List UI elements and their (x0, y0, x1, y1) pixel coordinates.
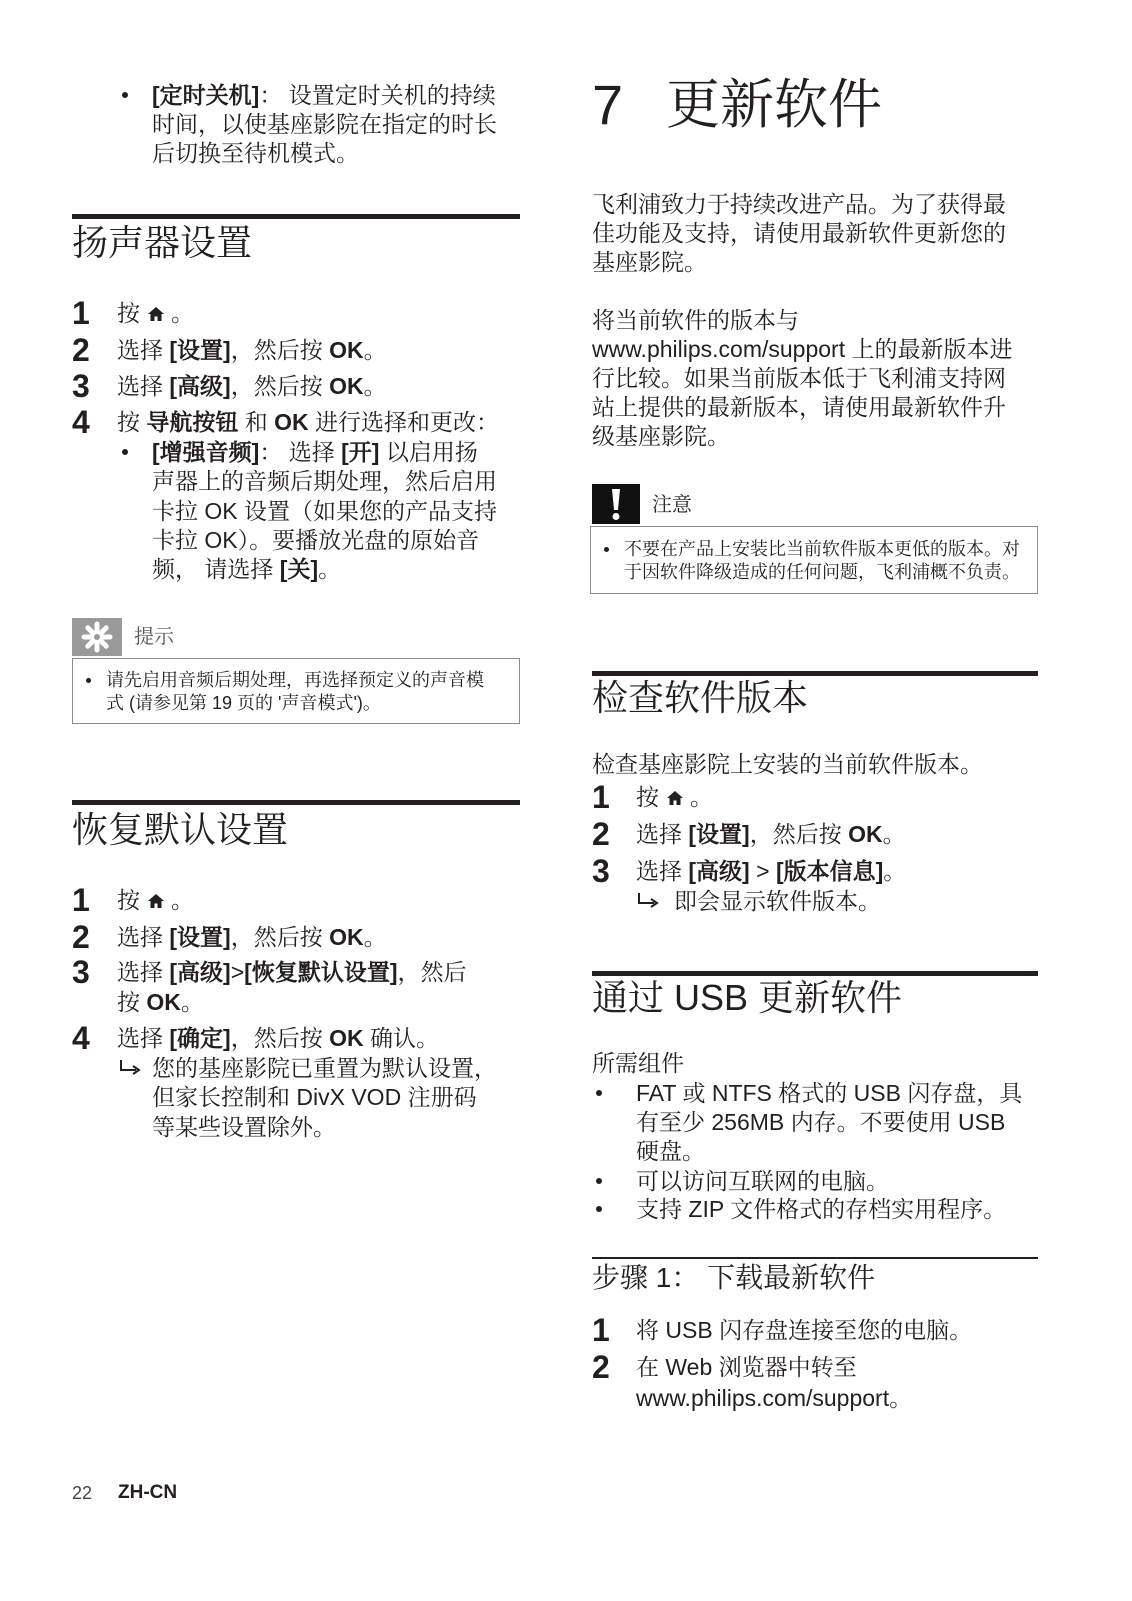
language-code: ZH-CN (118, 1482, 178, 1503)
subsection-heading-step1: 步骤 1： 下载最新软件 (592, 1262, 876, 1293)
timer-item-line (152, 81, 496, 110)
result-line: 您的基座影院已重置为默认设置， (152, 1055, 497, 1081)
step-number: 3 (72, 368, 90, 404)
enhanced-audio-text: 频， 请选择 (152, 556, 280, 582)
step-text-part: ，然后 (397, 959, 467, 985)
step-text-part: 。 (690, 784, 713, 810)
step-text (117, 408, 499, 437)
step-number: 4 (72, 404, 90, 440)
requirement-line: 有至少 256MB 内存。不要使用 USB (636, 1109, 1006, 1135)
step-number: 1 (592, 779, 610, 815)
right-hook-arrow-icon (118, 1059, 142, 1077)
enhanced-audio-line (152, 438, 478, 467)
requirements-label: 所需组件 (592, 1050, 684, 1076)
exclamation-icon (592, 484, 640, 524)
step-text-part: 。 (363, 373, 387, 399)
tip-icon-box (72, 618, 122, 656)
menu-option: [高级] (169, 959, 231, 985)
ok-key-label: OK (848, 821, 883, 847)
step-text-part: 。 (171, 887, 194, 913)
caution-icon-box (592, 484, 640, 524)
compare-line: 将当前软件的版本与 (592, 307, 799, 333)
step-text-part: 和 (238, 409, 275, 435)
section-heading-check-version: 检查软件版本 (592, 677, 809, 718)
caution-label: 注意 (652, 494, 692, 516)
chapter-title: 更新软件 (666, 75, 882, 135)
intro-line: 基座影院。 (592, 249, 707, 275)
step-number: 4 (72, 1020, 90, 1056)
step-text-part: 。 (363, 924, 387, 950)
bullet-marker (596, 1206, 602, 1212)
tip-label: 提示 (134, 626, 174, 648)
enhanced-audio-text: 以启用扬 (379, 439, 478, 465)
caution-text-line: 不要在产品上安装比当前软件版本更低的版本。对 (624, 539, 1020, 559)
page-number: 22 (72, 1483, 93, 1503)
enhanced-audio-line (152, 555, 341, 584)
menu-option: [高级] (688, 858, 750, 884)
enhanced-audio-text: ： 选择 (259, 439, 342, 465)
step-text-part: 选择 (117, 337, 170, 363)
step-text (117, 1024, 439, 1053)
step-text-part: 选择 (117, 1025, 170, 1051)
step-text-part: 按 (117, 409, 147, 435)
step-number: 2 (72, 919, 90, 955)
bullet-marker (604, 547, 609, 552)
step-text-part: > (749, 858, 776, 884)
timer-item-text: ： 设置定时关机的持续 (259, 82, 496, 108)
ok-key-label: OK (146, 989, 181, 1015)
ok-key-label: OK (329, 924, 364, 950)
requirement-line: 支持 ZIP 文件格式的存档实用程序。 (636, 1196, 1007, 1222)
step-text-part: 按 (117, 300, 140, 326)
menu-option: [确定] (169, 1025, 231, 1051)
intro-line: 佳功能及支持，请使用最新软件更新您的 (592, 220, 1006, 246)
section-intro: 检查基座影院上安装的当前软件版本。 (592, 751, 983, 777)
caution-text-line: 于因软件降级造成的任何问题，飞利浦概不负责。 (624, 562, 1020, 582)
section-heading-usb-update: 通过 USB 更新软件 (592, 977, 903, 1018)
step-text-part: ，然后按 (749, 821, 849, 847)
support-url-text: www.philips.com/support。 (636, 1385, 913, 1411)
step-number: 3 (72, 954, 90, 990)
step-text-part: 选择 (636, 821, 689, 847)
requirement-line: FAT 或 NTFS 格式的 USB 闪存盘，具 (636, 1080, 1023, 1106)
compare-line: 站上提供的最新版本，请使用最新软件升 (592, 394, 1006, 420)
ok-key-label: OK (329, 373, 364, 399)
step-text-part: 。 (171, 300, 194, 326)
ok-key-label: OK (329, 337, 364, 363)
step-text-part: 选择 (117, 959, 170, 985)
ok-key-label: OK (274, 409, 309, 435)
step-text-part: 按 (117, 989, 147, 1015)
timer-item-line: 时间，以使基座影院在指定的时长 (152, 111, 497, 137)
step-text-part: 选择 (636, 858, 689, 884)
step-number: 1 (72, 882, 90, 918)
step-text-part: 按 (636, 784, 659, 810)
timer-item-line: 后切换至待机模式。 (152, 140, 359, 166)
step-text-part: 确认。 (363, 1025, 439, 1051)
step-text: 在 Web 浏览器中转至 (636, 1354, 857, 1380)
menu-option: [设置] (169, 924, 231, 950)
right-hook-arrow-icon (636, 892, 660, 910)
home-icon (147, 306, 165, 322)
nav-buttons-label: 导航按钮 (146, 409, 239, 435)
step-text-part: 选择 (117, 373, 170, 399)
requirement-line: 硬盘。 (636, 1138, 705, 1164)
bullet-marker (596, 1090, 602, 1096)
tip-text-line: 请先启用音频后期处理，再选择预定义的声音模 (106, 670, 484, 690)
step-text-part: 。 (882, 821, 906, 847)
section-rule (72, 214, 520, 219)
enhanced-audio-line: 声器上的音频后期处理，然后启用 (152, 468, 497, 494)
requirement-line: 可以访问互联网的电脑。 (636, 1168, 889, 1194)
enhanced-audio-line: 卡拉 OK）。要播放光盘的原始音 (152, 527, 480, 553)
step-text (636, 820, 906, 849)
menu-option: [设置] (169, 337, 231, 363)
enhanced-audio-text: 。 (318, 556, 342, 582)
bullet-marker (122, 92, 128, 98)
compare-line: www.philips.com/support 上的最新版本进 (592, 336, 1013, 362)
result-line: 但家长控制和 DivX VOD 注册码 (152, 1084, 477, 1110)
home-icon (666, 790, 684, 806)
step-text-part: 选择 (117, 924, 170, 950)
tip-text-line: 式 (请参见第 19 页的 '声音模式')。 (106, 693, 381, 713)
subsection-rule (592, 1257, 1038, 1259)
intro-line: 飞利浦致力于持续改进产品。为了获得最 (592, 191, 1006, 217)
result-line: 即会显示软件版本。 (674, 888, 881, 914)
bullet-marker (596, 1178, 602, 1184)
menu-option-timer: [定时关机] (152, 82, 260, 108)
step-number: 1 (592, 1312, 610, 1348)
menu-option: [设置] (688, 821, 750, 847)
section-heading-speaker-settings: 扬声器设置 (72, 222, 253, 263)
step-text (117, 988, 204, 1017)
menu-option: [高级] (169, 373, 231, 399)
step-text-part: 。 (363, 337, 387, 363)
asterisk-icon (72, 618, 122, 656)
enhanced-audio-line: 卡拉 OK 设置（如果您的产品支持 (152, 498, 498, 524)
step-text (636, 857, 906, 886)
step-text-part: ，然后按 (230, 373, 330, 399)
step-text (117, 923, 387, 952)
bullet-marker (122, 449, 128, 455)
step-text (117, 336, 387, 365)
menu-option: [恢复默认设置] (244, 959, 398, 985)
step-text (636, 783, 713, 812)
step-number: 1 (72, 295, 90, 331)
step-text-part: 。 (180, 989, 204, 1015)
section-rule (72, 800, 520, 805)
step-text-part: ，然后按 (230, 924, 330, 950)
menu-option-enhanced-audio: [增强音频] (152, 439, 260, 465)
step-number: 2 (592, 816, 610, 852)
step-number: 2 (592, 1349, 610, 1385)
step-text: 将 USB 闪存盘连接至您的电脑。 (636, 1317, 973, 1343)
step-text (117, 299, 194, 328)
step-text (117, 958, 466, 987)
section-heading-reset-defaults: 恢复默认设置 (72, 809, 289, 850)
step-text-part: ，然后按 (230, 337, 330, 363)
step-text-part: 。 (883, 858, 907, 884)
step-number: 2 (72, 332, 90, 368)
menu-option-on: [开] (341, 439, 380, 465)
step-text-part: 按 (117, 887, 140, 913)
step-text (117, 886, 194, 915)
bullet-marker (86, 678, 91, 683)
chapter-number: 7 (592, 73, 624, 136)
step-text-part: > (230, 959, 245, 985)
step-text-part: ，然后按 (230, 1025, 330, 1051)
step-text (117, 372, 387, 401)
menu-option: [版本信息] (775, 858, 884, 884)
home-icon (147, 893, 165, 909)
step-text-part: 进行选择和更改： (308, 409, 500, 435)
compare-line: 级基座影院。 (592, 423, 730, 449)
menu-option-off: [关] (279, 556, 319, 582)
ok-key-label: OK (329, 1025, 364, 1051)
result-line: 等某些设置除外。 (152, 1114, 336, 1140)
compare-line: 行比较。如果当前版本低于飞利浦支持网 (592, 365, 1006, 391)
step-number: 3 (592, 853, 610, 889)
